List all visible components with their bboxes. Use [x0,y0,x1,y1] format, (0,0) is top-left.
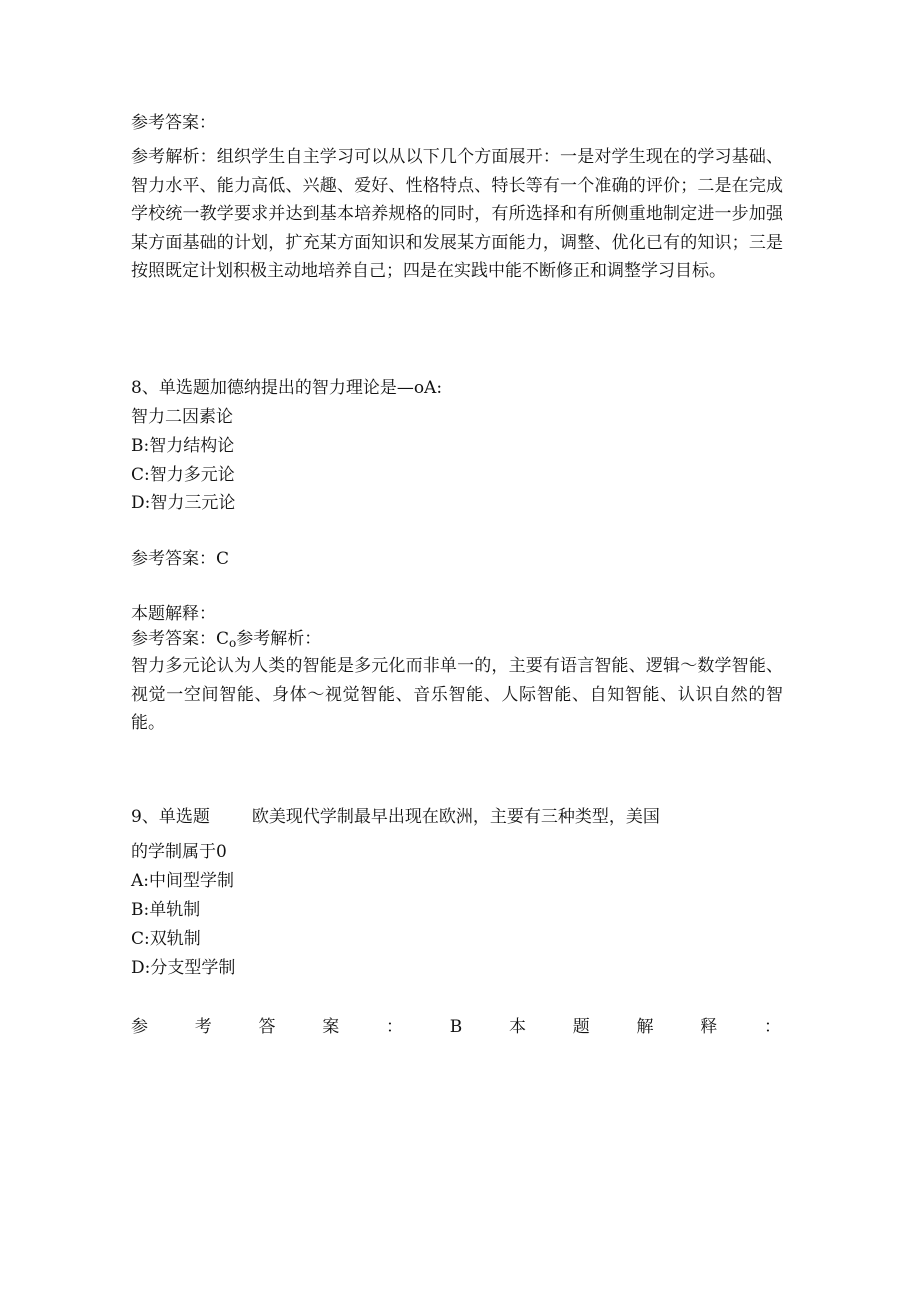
q8-option-b: B:智力结构论 [131,436,235,456]
q9-option-a: A:中间型学制 [131,871,235,891]
q9-stem-text: 欧美现代学制最早出现在欧洲，主要有三种类型，美国 [251,807,660,827]
q7-answer-label: 参考答案： [131,113,216,133]
q7-analysis: 参考解析：组织学生自主学习可以从以下几个方面展开：一是对学生现在的学习基础、智力水平、能力高低、兴趣、爱好、性格特点、特长等有一个准确的评价；二是在完成学校统一教学要求并达到基本培养规格的同时，有所选择和有所侧重地制定进一步加强某方面基础的计划，扩充某方面知识和发展某方面能力，调整、优化已有的知识；三是按照既定计划积极主动地培养自己；四是在实践中能不断修正和调整学习目标。 [131,147,783,281]
q9-stem [131,806,660,828]
q9-answer-char: 答 [258,1017,276,1037]
q9-explain-char: 解 [636,1017,654,1037]
q8-analysis: 智力多元论认为人类的智能是多元化而非单一的，主要有语言智能、逻辑～数学智能、视觉一空间智能、身体～视觉智能、音乐智能、人际智能、自知智能、认识自然的智能。 [131,656,783,733]
q8-option-d: D:智力三元论 [131,493,236,513]
q9-answer-char: ： [386,1017,403,1037]
q9-answer-line [131,1016,781,1038]
q9-explain-char: 题 [572,1017,590,1037]
q9-stem-type: 9、单选题 [131,807,210,827]
q8-explain-label: 本题解释： [131,604,216,624]
q9-answer-char: 参 [131,1017,148,1037]
q9-option-b: B:单轨制 [131,900,201,920]
q8-stem: 8、单选题加德纳提出的智力理论是—oA: [131,378,443,398]
q9-option-c: C:双轨制 [131,929,201,949]
q8-answer-repeat-prefix: 参考答案：C [131,629,230,649]
q9-explain-char: 本 [509,1017,526,1037]
q8-answer: 参考答案：C [131,549,230,569]
q9-option-d: D:分支型学制 [131,958,236,978]
q8-option-a: 智力二因素论 [131,407,233,427]
q9-answer-char: 案 [322,1017,340,1037]
q8-answer-repeat-sub: o [229,636,237,650]
q9-stem-continued: 的学制属于0 [131,842,227,862]
q9-answer-char: 考 [194,1017,212,1037]
q8-answer-repeat [131,628,321,654]
q9-explain-char: ： [764,1017,781,1037]
q9-explain-char: 释 [700,1017,718,1037]
q8-option-c: C:智力多元论 [131,465,235,485]
q8-answer-repeat-suffix: 参考解析： [236,629,322,649]
q9-answer-value: B [449,1017,463,1037]
